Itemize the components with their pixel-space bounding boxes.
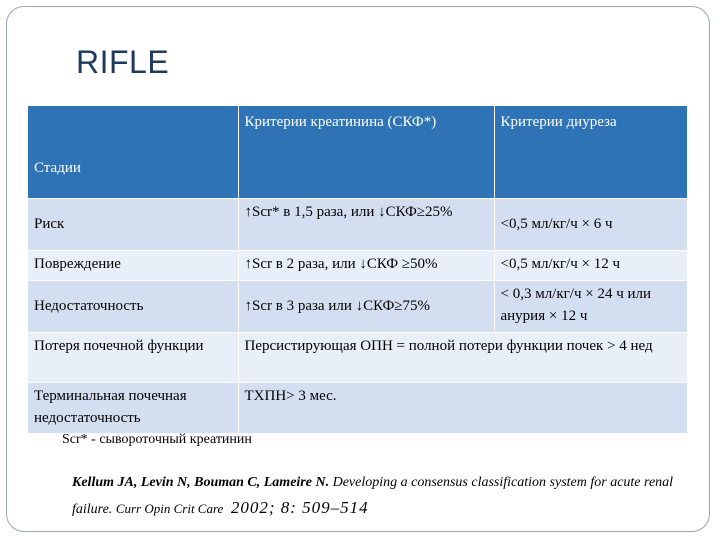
stage-cell: Потеря почечной функции bbox=[28, 333, 238, 383]
criteria-cell: Персистирующая ОПН = полной потери функции почек > 4 нед bbox=[238, 333, 687, 383]
diuresis-cell: <0,5 мл/кг/ч × 12 ч bbox=[494, 251, 687, 281]
table-row-failure bbox=[28, 281, 687, 333]
criteria-cell: ТХПН> 3 мес. bbox=[238, 383, 687, 434]
table-row-risk bbox=[28, 199, 687, 251]
creatinine-cell: ↑Scr в 2 раза, или ↓СКФ ≥50% bbox=[238, 251, 494, 281]
stage-cell: Повреждение bbox=[28, 251, 238, 281]
rifle-table bbox=[28, 106, 688, 434]
table-row-injury bbox=[28, 251, 687, 281]
header-creatinine-criteria: Критерии креатинина (СКФ*) bbox=[238, 106, 494, 199]
citation bbox=[72, 472, 692, 522]
table-row-esrd bbox=[28, 383, 687, 434]
table-header-row bbox=[28, 106, 687, 199]
diuresis-cell: < 0,3 мл/кг/ч × 24 ч или анурия × 12 ч bbox=[494, 281, 687, 333]
stage-cell: Терминальная почечная недостаточность bbox=[28, 383, 238, 434]
footnote: Scr* - сывороточный креатинин bbox=[62, 432, 252, 447]
citation-authors: Kellum JA, Levin N, Bouman C, Lameire N. bbox=[72, 475, 330, 490]
creatinine-cell: ↑Scr* в 1,5 раза, или ↓СКФ≥25% bbox=[238, 199, 494, 251]
stage-cell: Недостаточность bbox=[28, 281, 238, 333]
diuresis-cell: <0,5 мл/кг/ч × 6 ч bbox=[494, 199, 687, 251]
citation-title: Developing a consensus classification system for acute renal failure. bbox=[72, 475, 674, 518]
table-row-loss bbox=[28, 333, 687, 383]
creatinine-cell: ↑Scr в 3 раза или ↓СКФ≥75% bbox=[238, 281, 494, 333]
slide-title: RIFLE bbox=[76, 44, 170, 80]
citation-ref: 2002; 8: 509–514 bbox=[230, 498, 369, 518]
header-stages: Стадии bbox=[28, 106, 238, 199]
stage-cell: Риск bbox=[28, 199, 238, 251]
header-diuresis-criteria: Критерии диуреза bbox=[494, 106, 687, 199]
citation-journal: Curr Opin Crit Care bbox=[115, 501, 224, 517]
